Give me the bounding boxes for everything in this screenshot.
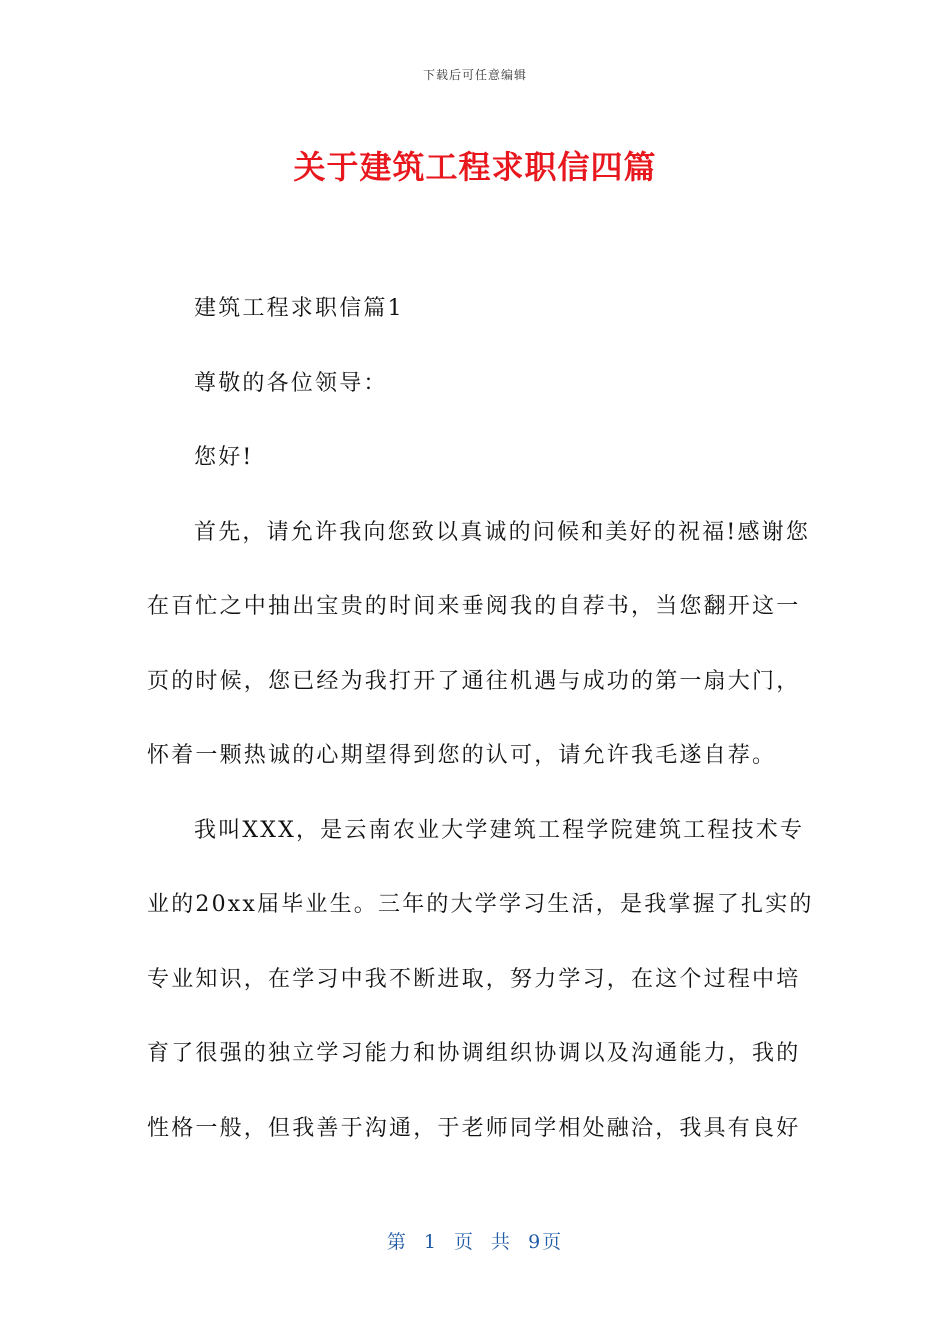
paragraph-line: 首先，请允许我向您致以真诚的问候和美好的祝福!感谢您 (194, 519, 811, 545)
page-number-footer: 第 1 页 共 9页 (386, 1231, 564, 1253)
document-title: 关于建筑工程求职信四篇 (293, 148, 657, 186)
paragraph-line: 育了很强的独立学习能力和协调组织协调以及沟通能力，我的 (147, 1041, 801, 1066)
paragraph-line: 性格一般，但我善于沟通，于老师同学相处融洽，我具有良好 (147, 1115, 801, 1141)
paragraph-line: 业的20xx届毕业生。三年的大学学习生活，是我掌握了扎实的 (147, 892, 814, 917)
paragraph-line: 在百忙之中抽出宝贵的时间来垂阅我的自荐书，当您翻开这一 (147, 594, 801, 619)
paragraph-line: 怀着一颗热诚的心期望得到您的认可，请允许我毛遂自荐。 (147, 743, 777, 768)
salutation: 尊敬的各位领导： (194, 370, 388, 396)
greeting: 您好! (194, 445, 254, 470)
paragraph-line: 我叫XXX，是云南农业大学建筑工程学院建筑工程技术专 (194, 817, 805, 843)
paragraph-line: 页的时候，您已经为我打开了通往机遇与成功的第一扇大门， (147, 668, 801, 694)
paragraph-line: 专业知识，在学习中我不断进取，努力学习，在这个过程中培 (147, 966, 801, 992)
document-body (147, 272, 814, 1166)
header-note: 下载后可任意编辑 (422, 68, 527, 82)
section-heading: 建筑工程求职信篇1 (194, 296, 404, 321)
